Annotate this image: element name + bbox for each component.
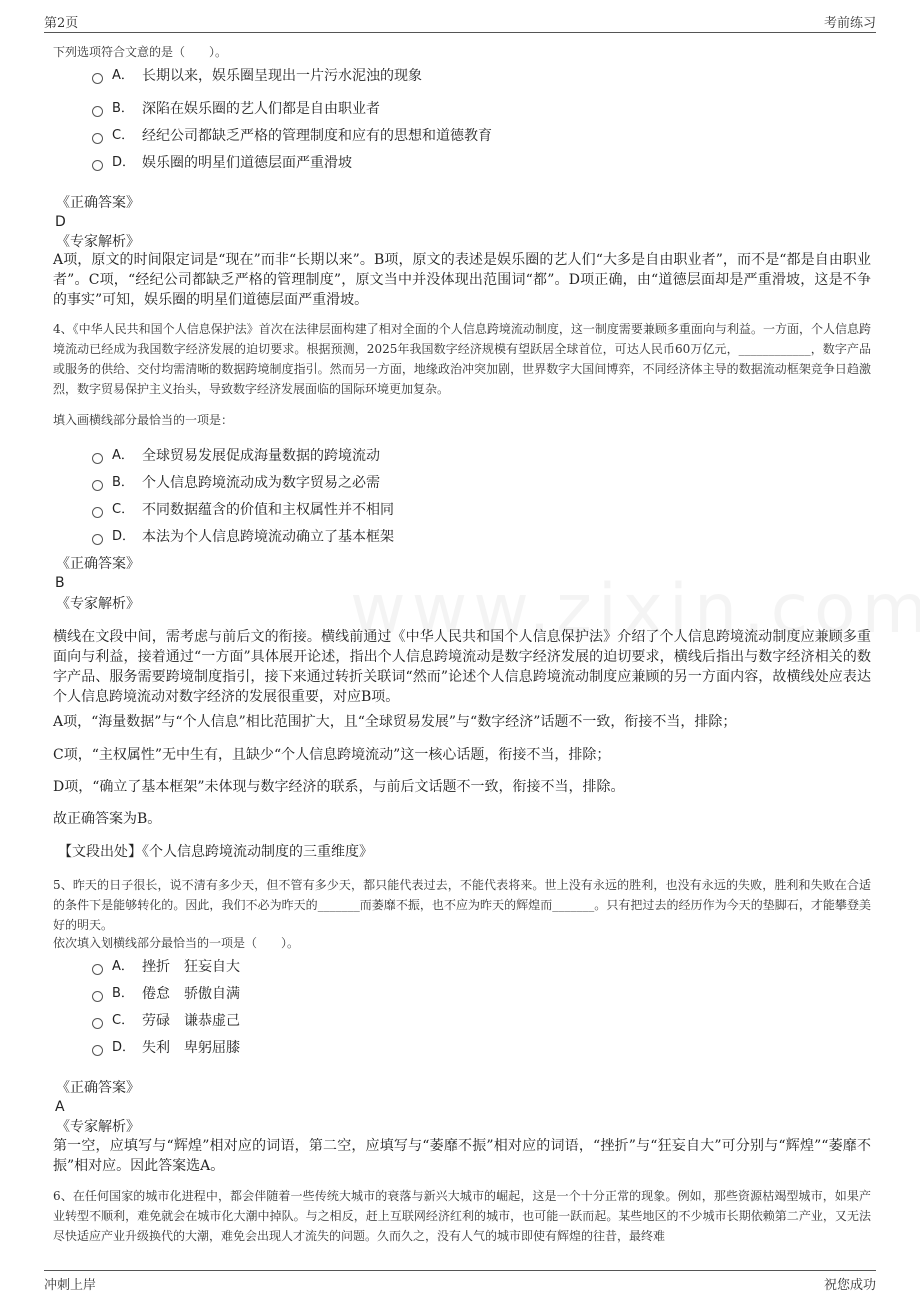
q4-answer-label: 《正确答案》 [56, 556, 140, 572]
q5-prompt: 依次填入划横线部分最恰当的一项是（ ）。 [53, 936, 300, 950]
q4-option-b[interactable]: B． 个人信息跨境流动成为数字贸易之必需 [92, 473, 380, 493]
q5-option-b[interactable]: B． 倦怠 骄傲自满 [92, 984, 240, 1004]
q5-passage: 5、昨天的日子很长，说不清有多少天，但不管有多少天，都只能代表过去，不能代表将来。世上没有永远的胜利，也没有永远的失败，胜利和失败在合适的条件下是能够转化的。因此，我们不必为昨天的_______而萎靡不振，也不应为昨天的辉煌而_______。只有把过去的经历作为今天的垫脚石，才能攀登美好的明天。 [53, 878, 871, 932]
q5-analysis-label: 《专家解析》 [56, 1119, 140, 1135]
radio-icon[interactable] [92, 133, 103, 144]
radio-icon[interactable] [92, 1018, 103, 1029]
q6-passage: 6、在任何国家的城市化进程中，都会伴随着一些传统大城市的衰落与新兴大城市的崛起，这是一个十分正常的现象。例如，那些资源枯竭型城市，如果产业转型不顺利，难免就会在城市化大潮中掉队。与之相反，赶上互联网经济红利的城市，也可能一跃而起。某些地区的不少城市长期依赖第二产业，又无法尽快适应产业升级换代的大潮，难免会出现人才流失的问题。久而久之，没有人气的城市即使有辉煌的往昔，最终难 [53, 1189, 871, 1243]
q4-source: 【文段出处】《个人信息跨境流动制度的三重维度》 [58, 844, 373, 860]
q5-answer: A [55, 1099, 65, 1115]
section-title: 考前练习 [823, 16, 876, 31]
q3-prompt: 下列选项符合文意的是（ ）。 [53, 45, 228, 59]
page-number: 第2页 [44, 16, 79, 31]
q3-analysis-label: 《专家解析》 [56, 234, 140, 250]
q4-answer: B [55, 575, 65, 591]
q4-analysis-label: 《专家解析》 [56, 596, 140, 612]
radio-icon[interactable] [92, 534, 103, 545]
q4-option-c[interactable]: C． 不同数据蕴含的价值和主权属性并不相同 [92, 500, 394, 520]
q4-analysis-p1: 横线在文段中间，需考虑与前后文的衔接。横线前通过《中华人民共和国个人信息保护法》介绍了个人信息跨境流动制度应兼顾多重面向与利益，接着通过“一方面”具体展开论述，指出个人信息跨境流动是数字经济发展的迫切要求，横线后指出与数字经济相关的数字产品、服务需要跨境制度指引，接下来通过转折关联词“然而”论述个人信息跨境流动制度应兼顾的另一方面内容，故横线处应表达个人信息跨境流动对数字经济的发展很重要，对应B项。 [53, 629, 871, 705]
q3-analysis: A项，原文的时间限定词是“现在”而非“长期以来”。B项，原文的表述是娱乐圈的艺人们“大多是自由职业者”，而不是“都是自由职业者”。C项，“经纪公司都缺乏严格的管理制度”，原文当中并没体现出范围词“都”。D项正确，由“道德层面却是严重滑坡，这是不争的事实”可知，娱乐圈的明星们道德层面严重滑坡。 [53, 252, 871, 308]
q5-answer-label: 《正确答案》 [56, 1080, 140, 1096]
q5-option-a[interactable]: A． 挫折 狂妄自大 [92, 957, 240, 977]
q4-option-a[interactable]: A． 全球贸易发展促成海量数据的跨境流动 [92, 446, 380, 466]
q4-analysis-p4: D项，“确立了基本框架”未体现与数字经济的联系，与前后文话题不一致，衔接不当，排除。 [53, 779, 625, 795]
q3-option-b[interactable]: B． 深陷在娱乐圈的艺人们都是自由职业者 [92, 99, 380, 119]
page-footer [44, 1270, 876, 1293]
q3-answer-label: 《正确答案》 [56, 195, 140, 211]
q4-analysis-p3: C项，“主权属性”无中生有，且缺少“个人信息跨境流动”这一核心话题，衔接不当，排除； [53, 747, 611, 763]
radio-icon[interactable] [92, 991, 103, 1002]
page-header [44, 10, 876, 33]
q4-analysis-p2: A项，“海量数据”与“个人信息”相比范围扩大，且“全球贸易发展”与“数字经济”话题不一致，衔接不当，排除； [53, 714, 737, 730]
q5-option-d[interactable]: D． 失利 卑躬屈膝 [92, 1038, 240, 1058]
q3-answer: D [55, 214, 66, 230]
radio-icon[interactable] [92, 160, 103, 171]
radio-icon[interactable] [92, 964, 103, 975]
q4-option-d[interactable]: D． 本法为个人信息跨境流动确立了基本框架 [92, 527, 394, 547]
radio-icon[interactable] [92, 106, 103, 117]
q5-option-c[interactable]: C． 劳碌 谦恭虚己 [92, 1011, 240, 1031]
radio-icon[interactable] [92, 73, 103, 84]
q4-prompt: 填入画横线部分最恰当的一项是： [53, 413, 234, 427]
q4-analysis-p5: 故正确答案为B。 [53, 811, 162, 827]
radio-icon[interactable] [92, 480, 103, 491]
radio-icon[interactable] [92, 507, 103, 518]
q3-option-a[interactable]: A． 长期以来，娱乐圈呈现出一片污水泥浊的现象 [92, 66, 422, 86]
footer-right: 祝您成功 [823, 1278, 876, 1293]
radio-icon[interactable] [92, 1045, 103, 1056]
q5-analysis: 第一空，应填写与“辉煌”相对应的词语，第二空，应填写与“萎靡不振”相对应的词语，“挫折”与“狂妄自大”可分别与“辉煌”“萎靡不振”相对应。因此答案选A。 [53, 1138, 871, 1174]
q4-passage: 4、《中华人民共和国个人信息保护法》首次在法律层面构建了相对全面的个人信息跨境流动制度，这一制度需要兼顾多重面向与利益。一方面，个人信息跨境流动已经成为我国数字经济发展的迫切要求。根据预测，2025年我国数字经济规模有望跃居全球首位，可达人民币60万亿元，____________，数字产品或服务的供给、交付均需清晰的数据跨境制度指引。然而另一方面，地缘政治冲突加剧，世界数字大国间博弈，不同经济体主导的数据流动框架竞争日趋激烈，数字贸易保护主义抬头，导致数字经济发展面临的国际环境更加复杂。 [53, 322, 871, 396]
footer-left: 冲刺上岸 [44, 1278, 97, 1293]
q3-option-d[interactable]: D． 娱乐圈的明星们道德层面严重滑坡 [92, 153, 352, 173]
q3-option-c[interactable]: C． 经纪公司都缺乏严格的管理制度和应有的思想和道德教育 [92, 126, 492, 146]
radio-icon[interactable] [92, 453, 103, 464]
